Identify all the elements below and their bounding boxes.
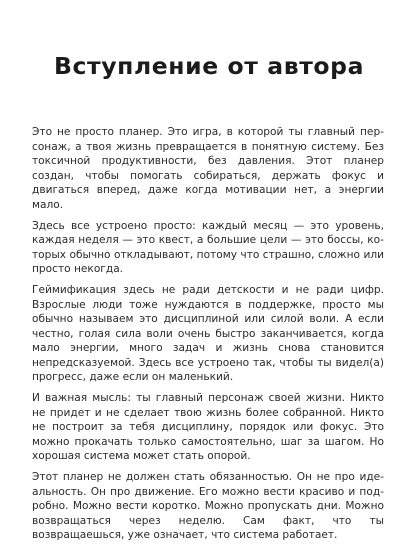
- paragraph-4: И важная мысль: ты главный персонаж своей жизни. Никто не придет и не сделает твою жизнь более собранной. Никто не построит за тебя дисциплину, порядок или фокус. Это можно прокачать только самостоятельно, шаг за шагом. Но хорошая система может стать опорой.: [32, 392, 384, 462]
- body-text: [32, 125, 384, 549]
- paragraph-2: Здесь все устроено просто: каждый месяц — это уровень, каждая неделя — это квест, а большие цели — это боссы, которых обычно откладывают, потому что страшно, сложно или просто некогда.: [32, 219, 384, 275]
- paragraph-1: Это не просто планер. Это игра, в которой ты главный персонаж, а твоя жизнь превращается в понятную систему. Без токсичной продуктивности, без давления. Этот планер создан, чтобы помогать собираться, держать фокус и двигаться вперед, даже когда мотивации нет, а энергии мало.: [32, 126, 384, 211]
- paragraph-3: Геймификация здесь не ради детскости и не ради цифр. Взрослые люди тоже нуждаются в поддержке, просто мы обычно называем это дисциплиной или силой воли. А если честно, голая сила воли очень быстро заканчивается, когда мало энергии, много задач и жизнь снова становится непредсказуемой. Здесь все устроено так, чтобы ты видел(а) прогресс, даже если он маленький.: [32, 284, 384, 383]
- paragraph-5: Этот планер не должен стать обязанностью. Он не про идеальность. Он про движение. Его можно вести красиво и подробно. Можно вести коротко. Можно пропускать дни. Можно возвращаться через неделю. Сам факт, что ты возвращаешься, уже означает, что система работает.: [32, 471, 384, 541]
- page-title: Вступление от автора: [53, 52, 365, 80]
